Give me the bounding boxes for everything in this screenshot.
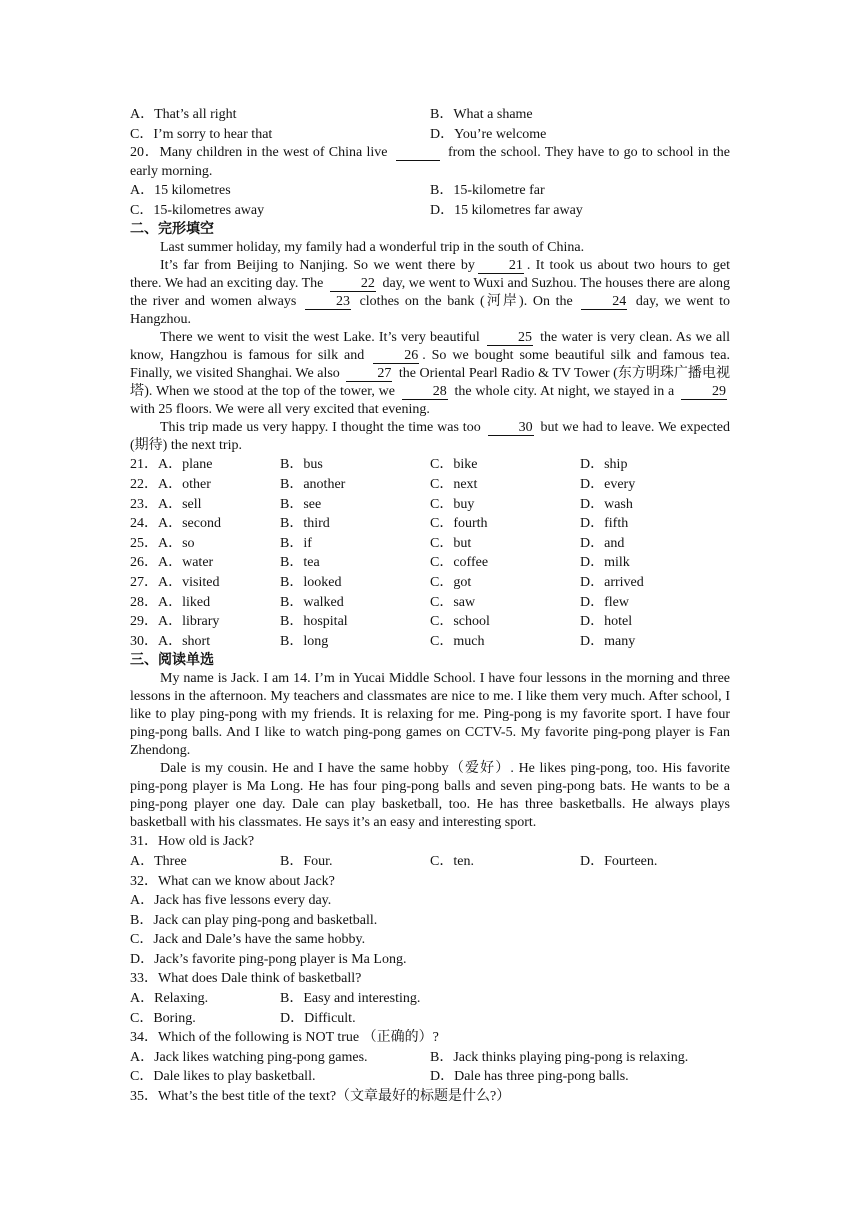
cloze-question-list	[130, 455, 730, 651]
cloze-option-b[interactable]: B．long	[280, 633, 329, 649]
q34-option-d[interactable]: D．Dale has three ping-pong balls.	[430, 1069, 629, 1085]
cloze-blank-25[interactable]: 25	[487, 331, 533, 346]
cloze-question-row	[130, 534, 730, 554]
cloze-question-row	[130, 553, 730, 573]
q20-answer-blank[interactable]	[396, 146, 440, 161]
q33-option-b[interactable]: B．Easy and interesting.	[280, 991, 421, 1007]
q34-option-c[interactable]: C．Dale likes to play basketball.	[130, 1069, 316, 1085]
q19-option-d: D．You’re welcome	[430, 126, 547, 142]
cloze-question-row	[130, 573, 730, 593]
cloze-option-b[interactable]: B．another	[280, 476, 346, 492]
cloze-option-d[interactable]: D．ship	[580, 457, 628, 473]
cloze-blank-22[interactable]: 22	[330, 277, 376, 292]
cloze-text: day, we went to Wuxi and Suzhou. The houses there are along the river and women always	[130, 276, 731, 310]
q20-stem-end: from the school. They have to go to school in the early morning.	[130, 145, 730, 179]
q19-options-row-1	[130, 105, 730, 125]
cloze-blank-27[interactable]: 27	[346, 367, 392, 382]
cloze-option-b[interactable]: B．bus	[280, 457, 323, 473]
q31-option-c[interactable]: C．ten.	[430, 853, 474, 869]
q19-options-row-2	[130, 125, 730, 145]
q33-option-a[interactable]: A．Relaxing.	[130, 991, 209, 1007]
reading-paragraph-2: Dale is my cousin. He and I have the same hobby（爱好）. He likes ping-pong, too. His favorite ping-pong player is Ma Long. He has four ping-pong balls and seven ping-pong bats. He wants to be a ping-pong player one day. Dale can play basketball, too. He has three basketballs. He always plays basketball with his classmates. He says it’s an easy and interesting sport.	[130, 761, 730, 831]
exam-content	[130, 105, 730, 1107]
cloze-option-a[interactable]: 24．A．second	[130, 516, 221, 532]
cloze-text: . So we bought some beautiful silk and famous tea. Finally, we visited Shanghai. We also	[130, 348, 730, 382]
q31-options-row	[130, 852, 730, 872]
cloze-blank-24[interactable]: 24	[581, 295, 627, 310]
q20-stem-start: 20．Many children in the west of China live	[130, 145, 388, 161]
cloze-text: the whole city. At night, we stayed in a	[454, 384, 675, 400]
cloze-text: It’s far from Beijing to Nanjing. So we went there by	[160, 258, 475, 274]
cloze-option-b[interactable]: B．third	[280, 516, 330, 532]
cloze-question-row	[130, 593, 730, 613]
q32-option-a[interactable]: A．Jack has five lessons every day.	[130, 893, 332, 909]
cloze-option-c[interactable]: C．fourth	[430, 516, 488, 532]
cloze-option-a[interactable]: 27．A．visited	[130, 574, 220, 590]
cloze-option-d[interactable]: D．arrived	[580, 574, 644, 590]
q20-option-c: C．15-kilometres away	[130, 202, 265, 218]
q32-option-c[interactable]: C．Jack and Dale’s have the same hobby.	[130, 932, 366, 948]
q33-option-c[interactable]: C．Boring.	[130, 1010, 196, 1026]
q33-stem: 33．What does Dale think of basketball?	[130, 971, 362, 987]
cloze-text: the Oriental Pearl Radio & TV Tower (东方明珠广播电视塔). When we stood at the top of the tower, we	[130, 366, 730, 400]
q35-stem: 35．What’s the best title of the text?（文章最好的标题是什么?）	[130, 1089, 511, 1105]
q33-option-d[interactable]: D．Difficult.	[280, 1010, 356, 1026]
cloze-option-a[interactable]: 26．A．water	[130, 555, 214, 571]
cloze-text: with 25 floors. We were all very excited that evening.	[130, 402, 430, 418]
cloze-option-b[interactable]: B．see	[280, 496, 322, 512]
reading-paragraph-1: My name is Jack. I am 14. I’m in Yucai Middle School. I have four lessons in the morning and three lessons in the afternoon. My teachers and classmates are nice to me. I like them very much. After school, I like to play ping-pong with my friends. It is relaxing for me. Ping-pong is my favorite sport. I have four ping-pong balls. And I like to watch ping-pong games on CCTV-5. My favorite ping-pong player is Fan Zhendong.	[130, 671, 730, 759]
cloze-blank-29[interactable]: 29	[681, 385, 727, 400]
q34-options-row-1	[130, 1048, 730, 1068]
cloze-option-c[interactable]: C．got	[430, 574, 472, 590]
cloze-paragraph-3	[130, 329, 730, 419]
cloze-option-c[interactable]: C．next	[430, 476, 478, 492]
cloze-option-c[interactable]: C．school	[430, 614, 490, 630]
cloze-blank-26[interactable]: 26	[373, 349, 419, 364]
cloze-option-b[interactable]: B．looked	[280, 574, 342, 590]
cloze-option-c[interactable]: C．coffee	[430, 555, 489, 571]
cloze-text: day, we went to Hangzhou.	[130, 294, 731, 328]
cloze-paragraph-2	[130, 257, 730, 329]
cloze-paragraph-4	[130, 419, 730, 455]
cloze-option-c[interactable]: C．saw	[430, 594, 476, 610]
cloze-option-d[interactable]: D．every	[580, 476, 636, 492]
q32-stem: 32．What can we know about Jack?	[130, 873, 335, 889]
cloze-option-b[interactable]: B．walked	[280, 594, 344, 610]
q33-options-row-2	[130, 1009, 730, 1029]
q34-option-b[interactable]: B．Jack thinks playing ping-pong is relaxing.	[430, 1049, 689, 1065]
q31-option-b[interactable]: B．Four.	[280, 853, 333, 869]
cloze-question-row	[130, 455, 730, 475]
cloze-text: . It took us about two hours to get there. We had an exciting day. The	[130, 258, 730, 292]
cloze-blank-23[interactable]: 23	[305, 295, 351, 310]
cloze-option-b[interactable]: B．hospital	[280, 614, 348, 630]
cloze-question-row	[130, 475, 730, 495]
cloze-paragraph-1: Last summer holiday, my family had a wonderful trip in the south of China.	[160, 240, 585, 256]
cloze-option-b[interactable]: B．tea	[280, 555, 320, 571]
cloze-option-a[interactable]: 29．A．library	[130, 614, 220, 630]
cloze-option-d[interactable]: D．wash	[580, 496, 633, 512]
q34-options-row-2	[130, 1067, 730, 1087]
cloze-option-d[interactable]: D．fifth	[580, 516, 629, 532]
section2-heading: 二、完形填空	[130, 221, 214, 238]
cloze-option-c[interactable]: C．buy	[430, 496, 475, 512]
cloze-text: There we went to visit the west Lake. It’s very beautiful	[160, 330, 480, 346]
q32-option-d[interactable]: D．Jack’s favorite ping-pong player is Ma Long.	[130, 951, 407, 967]
cloze-blank-21[interactable]: 21	[478, 259, 524, 274]
cloze-blank-30[interactable]: 30	[488, 421, 534, 436]
q20-option-a: A．15 kilometres	[130, 183, 231, 199]
q31-option-a[interactable]: A．Three	[130, 853, 187, 869]
section3-heading: 三、阅读单选	[130, 652, 214, 669]
q20-stem	[130, 144, 730, 181]
cloze-option-d[interactable]: D．milk	[580, 555, 630, 571]
cloze-option-a[interactable]: 30．A．short	[130, 633, 211, 649]
q32-option-b[interactable]: B．Jack can play ping-pong and basketball.	[130, 912, 378, 928]
cloze-text: This trip made us very happy. I thought the time was too	[160, 420, 481, 436]
cloze-option-a[interactable]: 25．A．so	[130, 535, 195, 551]
q31-stem: 31．How old is Jack?	[130, 834, 255, 850]
cloze-option-d[interactable]: D．flew	[580, 594, 629, 610]
cloze-option-a[interactable]: 23．A．sell	[130, 496, 202, 512]
q33-options-row-1	[130, 989, 730, 1009]
cloze-option-c[interactable]: C．much	[430, 633, 485, 649]
cloze-option-a[interactable]: 21．A．plane	[130, 457, 213, 473]
q19-option-a: A．That’s all right	[130, 107, 237, 122]
q34-option-a[interactable]: A．Jack likes watching ping-pong games.	[130, 1049, 368, 1065]
cloze-text: but we had to leave. We expected (期待) the next trip.	[130, 420, 731, 454]
q34-stem: 34．Which of the following is NOT true （正确的）?	[130, 1030, 439, 1046]
cloze-text: the water is very clean. As we all know, Hangzhou is famous for silk and	[130, 330, 730, 364]
q20-options-row-1	[130, 181, 730, 201]
cloze-option-d[interactable]: D．hotel	[580, 614, 633, 630]
cloze-question-row	[130, 514, 730, 534]
cloze-option-c[interactable]: C．bike	[430, 457, 478, 473]
cloze-question-row	[130, 612, 730, 632]
cloze-option-c[interactable]: C．but	[430, 535, 472, 551]
q20-option-b: B．15-kilometre far	[430, 183, 545, 199]
q19-option-c: C．I’m sorry to hear that	[130, 126, 273, 142]
cloze-option-d[interactable]: D．and	[580, 535, 625, 551]
cloze-question-row	[130, 495, 730, 515]
cloze-blank-28[interactable]: 28	[402, 385, 448, 400]
cloze-option-a[interactable]: 28．A．liked	[130, 594, 211, 610]
q20-option-d: D．15 kilometres far away	[430, 202, 583, 218]
cloze-option-b[interactable]: B．if	[280, 535, 312, 551]
q20-options-row-2	[130, 201, 730, 221]
q31-option-d[interactable]: D．Fourteen.	[580, 853, 658, 869]
q19-option-b: B．What a shame	[430, 107, 533, 122]
cloze-option-a[interactable]: 22．A．other	[130, 476, 211, 492]
cloze-option-d[interactable]: D．many	[580, 633, 636, 649]
cloze-question-row	[130, 632, 730, 652]
cloze-text: clothes on the bank (河岸). On the	[359, 294, 573, 310]
